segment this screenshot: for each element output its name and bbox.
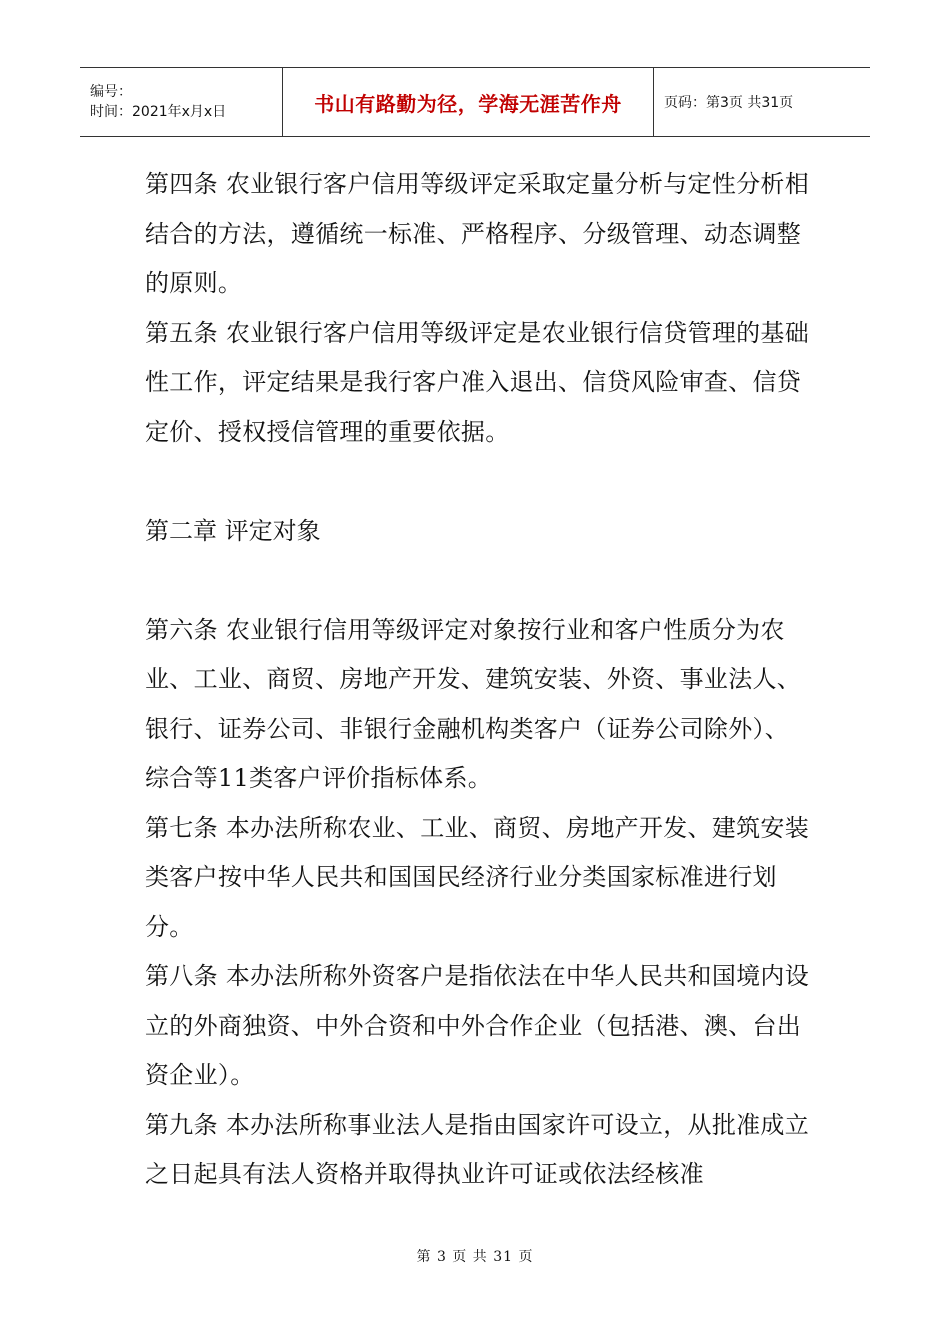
- article-5: 第五条 农业银行客户信用等级评定是农业银行信贷管理的基础性工作，评定结果是我行客户准入退出、信贷风险审查、信贷定价、授权授信管理的重要依据。: [145, 318, 810, 446]
- header-page-cell: [654, 68, 870, 136]
- document-date-label: 时间：2021年x月x日: [90, 104, 227, 120]
- document-header: [80, 67, 870, 137]
- page-footer: 第 3 页 共 31 页: [416, 1249, 534, 1265]
- header-page-label: 页码：第3页 共31页: [664, 95, 794, 111]
- article-8: 第八条 本办法所称外资客户是指依法在中华人民共和国境内设立的外商独资、中外合资和中外合作企业（包括港、澳、台出资企业）。: [145, 962, 810, 1089]
- article-6: 第六条 农业银行信用等级评定对象按行业和客户性质分为农业、工业、商贸、房地产开发、建筑安装、外资、事业法人、银行、证券公司、非银行金融机构类客户（证券公司除外）、综合等11类客户评价指标体系。: [145, 615, 802, 792]
- chapter-heading: 第二章 评定对象: [145, 516, 321, 545]
- spacer: [145, 457, 810, 507]
- article-4: 第四条 农业银行客户信用等级评定采取定量分析与定性分析相结合的方法，遵循统一标准、严格程序、分级管理、动态调整的原则。: [145, 170, 810, 297]
- header-meta: [80, 68, 282, 136]
- article-9: 第九条 本办法所称事业法人是指由国家许可设立，从批准成立之日起具有法人资格并取得执业许可证或依法经核准: [145, 1110, 810, 1188]
- document-number-label: 编号：: [90, 84, 132, 100]
- document-body: [145, 160, 810, 1200]
- header-motto: 书山有路勤为径，学海无涯苦作舟: [314, 91, 622, 116]
- article-7: 第七条 本办法所称农业、工业、商贸、房地产开发、建筑安装类客户按中华人民共和国国民经济行业分类国家标准进行划分。: [145, 813, 810, 941]
- header-motto-cell: [282, 68, 654, 136]
- spacer: [145, 556, 810, 606]
